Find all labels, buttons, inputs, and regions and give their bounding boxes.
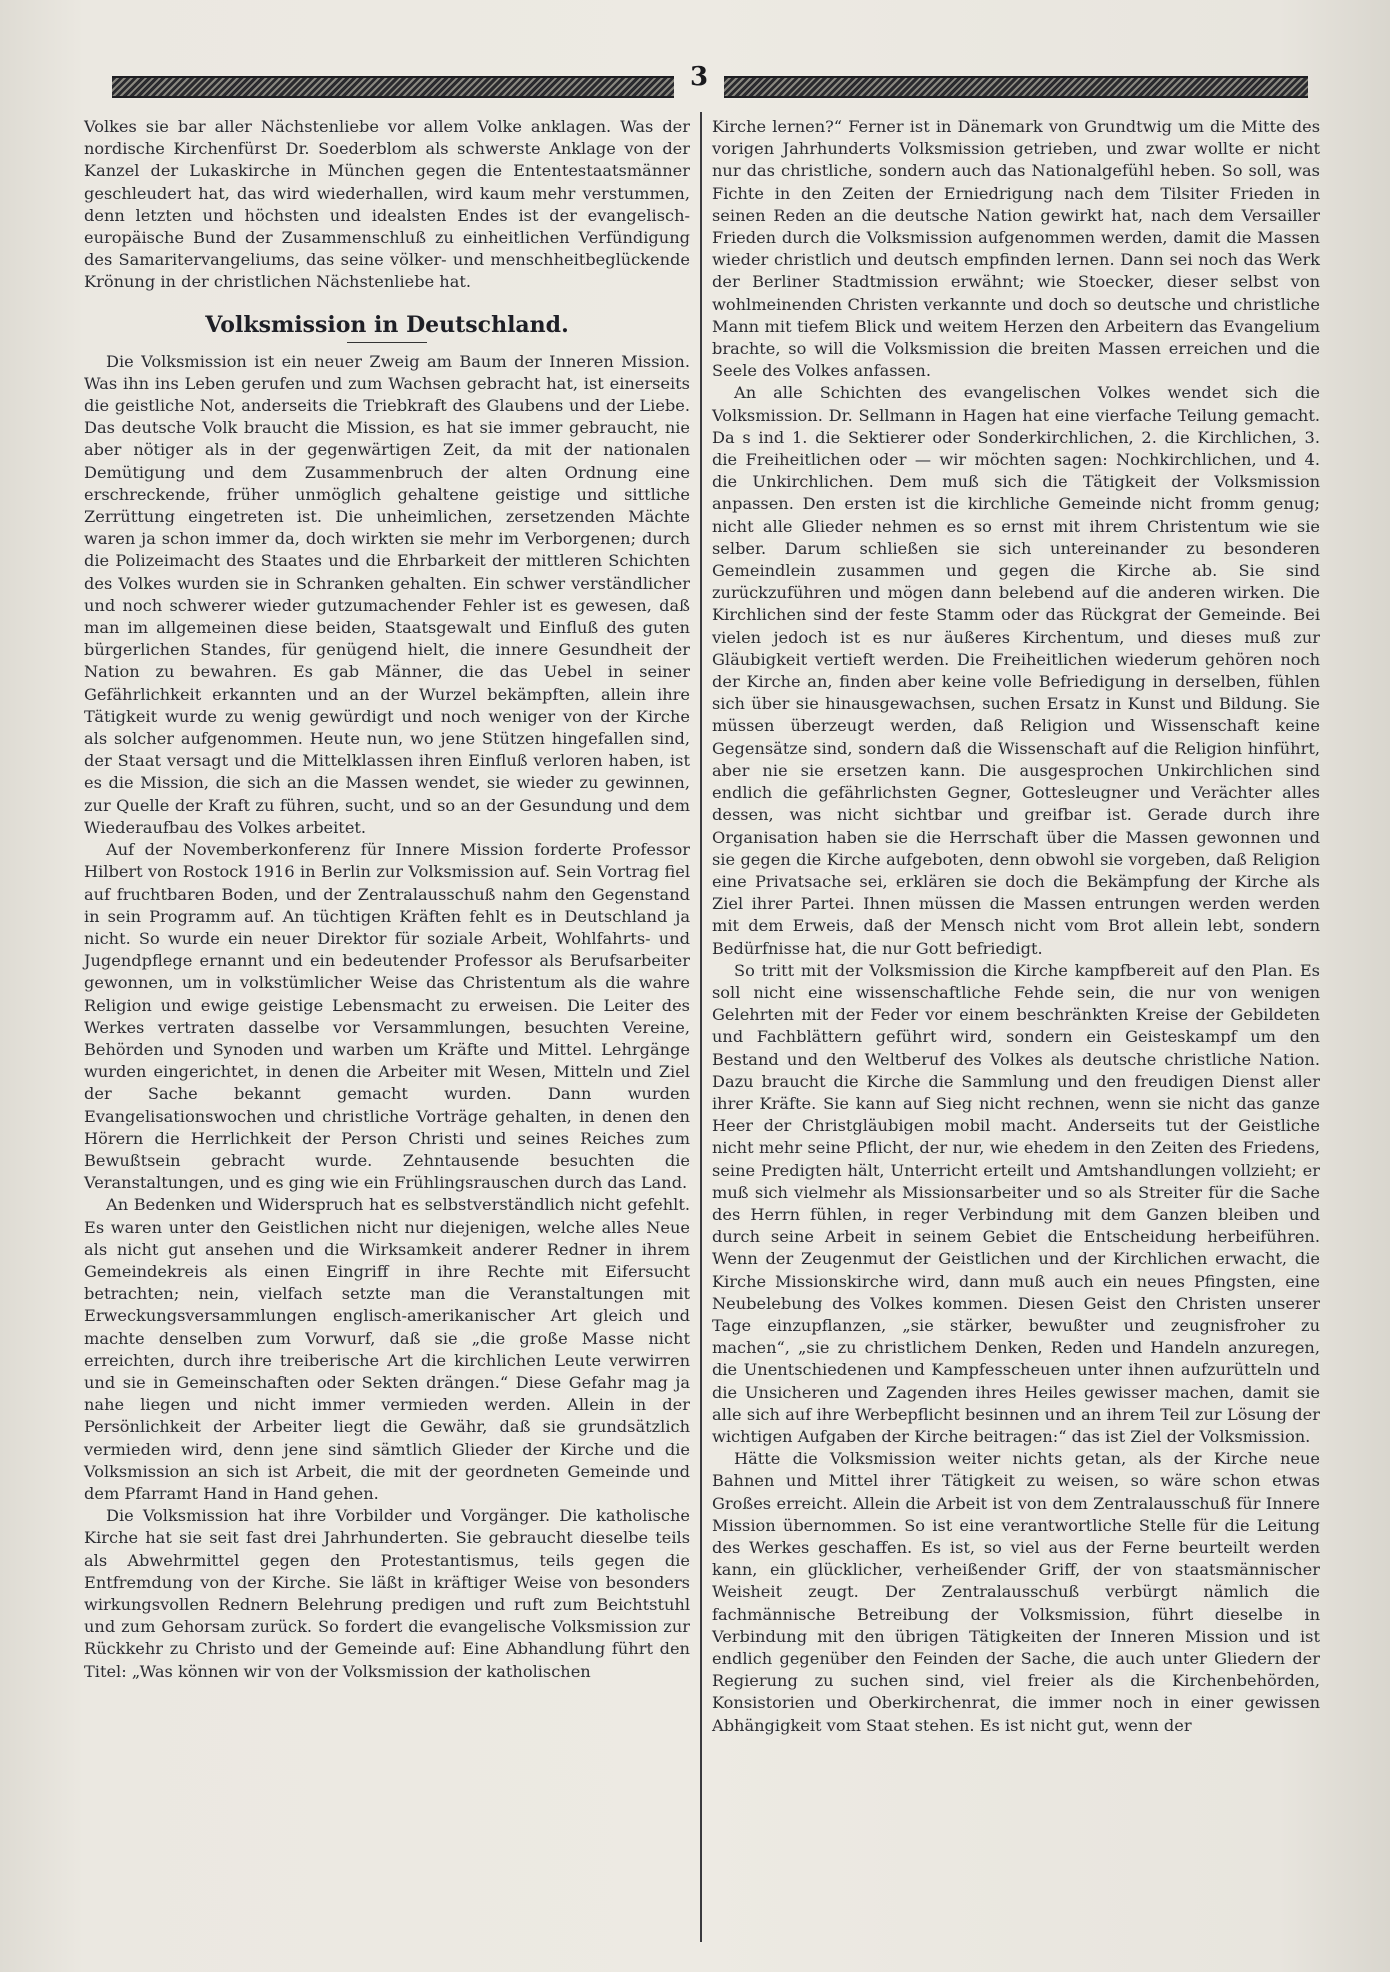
left-column bbox=[84, 116, 690, 1683]
paragraph: Auf der Novemberkonferenz für Innere Mission forderte Professor Hilbert von Rostock 1916 in Berlin zur Volksmission auf. Sein Vortrag fiel auf fruchtbaren Boden, und der Zentralausschuß nahm den Gegenstand in sein Programm auf. An tüchtigen Kräften fehlt es in Deutschland ja nicht. So wurde ein neuer Direktor für soziale Arbeit, Wohlfahrts- und Jugendpflege ernannt und ein bedeutender Professor als Berufsarbeiter gewonnen, um in volkstümlicher Weise das Christentum als die wahre Religion und ewige geistige Lebensmacht zu erweisen. Die Leiter des Werkes vertraten dasselbe vor Versammlungen, besuchten Vereine, Behörden und Synoden und warben um Kräfte und Mittel. Lehrgänge wurden eingerichtet, in denen die Arbeiter mit Wesen, Mitteln und Ziel der Sache bekannt gemacht wurden. Dann wurden Evangelisationswochen und christliche Vorträge gehalten, in denen den Hörern die Herrlichkeit der Person Christi und seines Reiches zum Bewußtsein gebracht wurde. Zehntausende besuchten die Veranstaltungen, und es ging wie ein Frühlingsrauschen durch das Land. bbox=[84, 840, 690, 1193]
title-rule bbox=[347, 342, 427, 343]
paragraph: Die Volksmission hat ihre Vorbilder und Vorgänger. Die katholische Kirche hat sie seit fast drei Jahrhunderten. Sie gebraucht dieselbe teils als Abwehrmittel gegen den Protestantismus, teils gegen die Entfremdung von der Kirche. Sie läßt in kräftiger Weise von besonders wirkungsvollen Rednern Belehrung predigen und ruft zum Beichtstuhl und zum Gehorsam zurück. So fordert die evangelische Volksmission zur Rückkehr zu Christo und der Gemeinde auf: Eine Abhandlung führt den Titel: „Was können wir von der Volksmission der katholischen bbox=[84, 1506, 690, 1681]
paragraph-intro: Volkes sie bar aller Nächstenliebe vor allem Volke anklagen. Was der nordische Kirchenfürst Dr. Soederblom als schwerste Anklage von der Kanzel der Lukaskirche in München gegen die Ententestaatsmänner geschleudert hat, das wird wiederhallen, wird kaum mehr verstummen, denn letzten und höchsten und idealsten Endes ist der evangelisch-europäische Bund der Zusammenschluß zu einheitlichen Verfündigung des Samaritervangeliums, das seine völker- und menschheitbeglückende Krönung in der christlichen Nächstenliebe hat. bbox=[84, 117, 690, 292]
right-column bbox=[712, 116, 1320, 1737]
paragraph: Hätte die Volksmission weiter nichts getan, als der Kirche neue Bahnen und Mittel ihrer Tätigkeit zu weisen, so wäre schon etwas Großes erreicht. Allein die Arbeit ist von dem Zentralausschuß für Innere Mission übernommen. So ist eine verantwortliche Stelle für die Leitung des Werkes geschaffen. Es ist, so viel aus der Ferne beurteilt werden kann, ein glücklicher, verheißender Griff, der von staatsmännischer Weisheit zeugt. Der Zentralausschuß verbürgt nämlich die fachmännische Betreibung der Volksmission, führt dieselbe in Verbindung mit den übrigen Tätigkeiten der Inneren Mission und ist endlich gegenüber den Feinden der Sache, die auch unter Gliedern der Regierung zu suchen sind, viel freier als die Kirchenbehörden, Konsistorien und Oberkirchenrat, die immer noch in einer gewissen Abhängigkeit vom Staat stehen. Es ist nicht gut, wenn der bbox=[712, 1449, 1320, 1735]
column-divider bbox=[700, 112, 702, 1942]
paragraph: An Bedenken und Widerspruch hat es selbstverständlich nicht gefehlt. Es waren unter den Geistlichen nicht nur diejenigen, welche alles Neue als nicht gut ansehen und die Wirksamkeit anderer Redner in ihrem Gemeindekreis als einen Eingriff in ihre Rechte mit Eifersucht betrachten; nein, vielfach setzte man die Veranstaltungen mit Erweckungsversammlungen englisch-amerikanischer Art gleich und machte denselben zum Vorwurf, daß sie „die große Masse nicht erreichten, durch ihre treiberische Art die kirchlichen Leute verwirren und sie in Gemeinschaften oder Sekten drängen.“ Diese Gefahr mag ja nahe liegen und nicht immer vermieden werden. Allein in der Persönlichkeit der Arbeiter liegt die Gewähr, daß sie grundsätzlich vermieden wird, denn jene sind sämtlich Glieder der Kirche und die Volksmission an sich ist Arbeit, die mit der geordneten Gemeinde und dem Pfarramt Hand in Hand gehen. bbox=[84, 1195, 690, 1503]
paragraph: Die Volksmission ist ein neuer Zweig am Baum der Inneren Mission. Was ihn ins Leben gerufen und zum Wachsen gebracht hat, ist einerseits die geistliche Not, anderseits die Triebkraft des Glaubens und der Liebe. Das deutsche Volk braucht die Mission, es hat sie immer gebraucht, nie aber nötiger als in der gegenwärtigen Zeit, da mit der nationalen Demütigung und dem Zusammenbruch der alten Ordnung eine erschreckende, früher unmöglich gehaltene geistige und sittliche Zerrüttung eingetreten ist. Die unheimlichen, zersetzenden Mächte waren ja schon immer da, doch wirkten sie mehr im Verborgenen; durch die Polizeimacht des Staates und die Ehrbarkeit der mittleren Schichten des Volkes wurden sie in Schranken gehalten. Ein schwer verständlicher und noch schwerer wieder gutzumachender Fehler ist es gewesen, daß man im allgemeinen diese beiden, Staatsgewalt und Einfluß des guten bürgerlichen Standes, für genügend hielt, die innere Gesundheit der Nation zu bewahren. Es gab Männer, die das Uebel in seiner Gefährlichkeit erkannten und an der Wurzel bekämpften, allein ihre Tätigkeit wurde zu wenig gewürdigt und noch weniger von der Kirche als solcher aufgenommen. Heute nun, wo jene Stützen hingefallen sind, der Staat versagt und die Mittelklassen ihren Einfluß verloren haben, ist es die Mission, die sich an die Massen wendet, sie wieder zu gewinnen, zur Quelle der Kraft zu führen, sucht, und so an der Gesundung und dem Wiederaufbau des Volkes arbeitet. bbox=[84, 351, 690, 837]
page-header bbox=[112, 62, 1308, 102]
section-title: Volksmission in Deutschland. bbox=[205, 311, 569, 338]
header-ornament-left bbox=[112, 76, 674, 98]
paragraph: An alle Schichten des evangelischen Volkes wendet sich die Volksmission. Dr. Sellmann in Hagen hat eine vierfache Teilung gemacht. Da s ind 1. die Sektierer oder Sonderkirchlichen, 2. die Kirchlichen, 3. die Freiheitlichen oder — wir möchten sagen: Nochkirchlichen, und 4. die Unkirchlichen. Dem muß sich die Tätigkeit der Volksmission anpassen. Den ersten ist die kirchliche Gemeinde nicht fromm genug; nicht alle Glieder nehmen es so ernst mit ihrem Christentum wie sie selber. Darum schließen sie sich untereinander zu besonderen Gemeindlein zusammen und gegen die Kirche ab. Sie sind zurückzuführen und mögen dann belebend auf die anderen wirken. Die Kirchlichen sind der feste Stamm oder das Rückgrat der Gemeinde. Bei vielen jedoch ist es nur äußeres Kirchentum, und dieses muß zur Gläubigkeit vertieft werden. Die Freiheitlichen wiederum gehören noch der Kirche an, finden aber keine volle Befriedigung in derselben, fühlen sich über sie hinausgewachsen, suchen Ersatz in Kunst und Bildung. Sie müssen überzeugt werden, daß Religion und Wissenschaft keine Gegensätze sind, sondern daß die Wissenschaft auf die Religion hinführt, aber nie sie ersetzen kann. Die ausgesprochen Unkirchlichen sind endlich die gefährlichsten Gegner, Gottesleugner und Verächter alles dessen, was nicht sichtbar und greifbar ist. Gerade durch ihre Organisation haben sie die Herrschaft über die Massen gewonnen und sie gegen die Kirche aufgeboten, denn obwohl sie vorgeben, daß Religion eine Privatsache sei, erklären sie doch die Bekämpfung der Kirche als Ziel ihrer Partei. Ihnen müssen die Massen entrungen werden werden mit dem Erweis, daß der Mensch nicht vom Brot allein lebt, sondern Bedürfnisse hat, die nur Gott befriedigt. bbox=[712, 383, 1320, 958]
paragraph-continued: Kirche lernen?“ Ferner ist in Dänemark von Grundtwig um die Mitte des vorigen Jahrhunderts Volksmission getrieben, und zwar wollte er nicht nur das christliche, sondern auch das Nationalgefühl heben. So soll, was Fichte in den Zeiten der Erniedrigung nach dem Tilsiter Frieden in seinen Reden an die deutsche Nation gewirkt hat, nach dem Versailler Frieden durch die Volksmission aufgenommen werden, damit die Massen wieder christlich und deutsch empfinden lernen. Dann sei noch das Werk der Berliner Stadtmission erwähnt; wie Stoecker, dieser selbst von wohlmeinenden Christen verkannte und doch so deutsche und christliche Mann mit tiefem Blick und weitem Herzen den Arbeitern das Evangelium brachte, so will die Volksmission die breiten Massen erreichen und die Seele des Volkes anfassen. bbox=[712, 117, 1320, 381]
paragraph: So tritt mit der Volksmission die Kirche kampfbereit auf den Plan. Es soll nicht eine wissenschaftliche Fehde sein, die nur von wenigen Gelehrten mit der Feder vor einem beschränkten Kreise der Gebildeten und Fachblättern geführt wird, sondern ein Geisteskampf um den Bestand und den Weltberuf des Volkes als deutsche christliche Nation. Dazu braucht die Kirche die Sammlung und den freudigen Dienst aller ihrer Kräfte. Sie kann auf Sieg nicht rechnen, wenn sie nicht das ganze Heer der Christgläubigen mobil macht. Anderseits tut der Geistliche nicht mehr seine Pflicht, der nur, wie ehedem in den Zeiten des Friedens, seine Predigten hält, Unterricht erteilt und Amtshandlungen vollzieht; er muß sich vielmehr als Missionsarbeiter und so als Streiter für die Sache des Herrn fühlen, in reger Verbindung mit dem Ganzen bleiben und durch seine Arbeit in seinem Gebiet die Entscheidung herbeiführen. Wenn der Zeugenmut der Geistlichen und der Kirchlichen erwacht, die Kirche Missionskirche wird, dann muß auch ein neues Pfingsten, eine Neubelebung des Volkes kommen. Diesen Geist den Christen unserer Tage einzupflanzen, „sie stärker, bewußter und zeugnisfroher zu machen“, „sie zu christlichem Denken, Reden und Handeln anzuregen, die Unentschiedenen und Kampfesscheuen unter ihnen aufzurütteln und die Unsicheren und Zagenden ihres Heiles gewisser machen, damit sie alle sich auf ihre Werbepflicht besinnen und an ihrem Teil zur Lösung der wichtigen Aufgaben der Kirche beitragen:“ das ist Ziel der Volksmission. bbox=[712, 960, 1320, 1446]
header-ornament-right bbox=[724, 76, 1308, 98]
page-number: 3 bbox=[689, 62, 709, 92]
